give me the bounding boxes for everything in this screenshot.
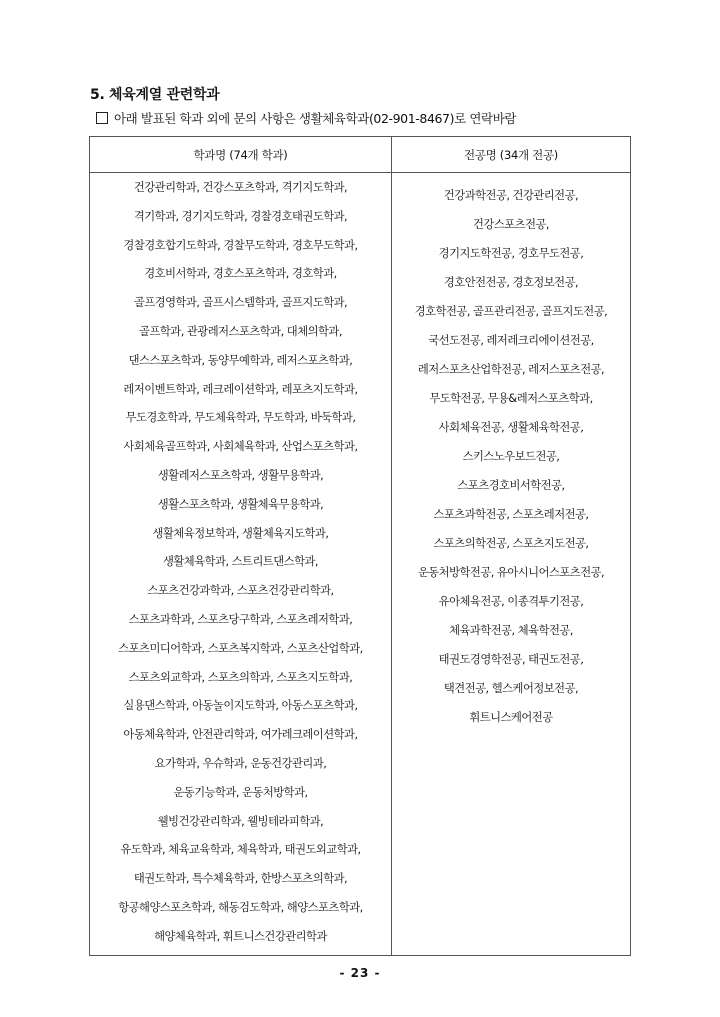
list-item: 생활체육정보학과, 생활체육지도학과, xyxy=(152,526,329,540)
list-item: 요가학과, 우슈학과, 운동건강관리과, xyxy=(154,756,327,770)
list-item: 스포츠의학전공, 스포츠지도전공, xyxy=(433,537,589,550)
list-item: 레저스포츠산업학전공, 레저스포츠전공, xyxy=(417,363,605,376)
list-item: 골프학과, 관광레저스포츠학과, 대체의학과, xyxy=(139,324,342,338)
notice-text: 아래 발표된 학과 외에 문의 사항은 생활체육학과(02-901-8467)로 연락바람 xyxy=(114,111,517,126)
table-body-row xyxy=(90,173,631,956)
list-item: 스포츠과학과, 스포츠당구학과, 스포츠레저학과, xyxy=(128,612,353,626)
department-list xyxy=(90,173,391,955)
list-item: 유아체육전공, 이종격투기전공, xyxy=(438,595,584,608)
list-item: 국선도전공, 레저레크리에이션전공, xyxy=(428,334,594,347)
list-item: 스포츠외교학과, 스포츠의학과, 스포츠지도학과, xyxy=(128,670,353,684)
list-item: 실용댄스학과, 아동놀이지도학과, 아동스포츠학과, xyxy=(123,699,358,713)
list-item: 경호학전공, 골프관리전공, 골프지도전공, xyxy=(414,305,608,318)
list-item: 스포츠미디어학과, 스포츠복지학과, 스포츠산업학과, xyxy=(118,641,363,655)
list-item: 생활스포츠학과, 생활체육무용학과, xyxy=(157,497,324,511)
list-item: 사회체육골프학과, 사회체육학과, 산업스포츠학과, xyxy=(123,440,358,454)
list-item: 생활레저스포츠학과, 생활무용학과, xyxy=(157,468,324,482)
list-item: 스포츠과학전공, 스포츠레저전공, xyxy=(433,508,589,521)
list-item: 경호비서학과, 경호스포츠학과, 경호학과, xyxy=(144,267,337,281)
table-header-row xyxy=(90,137,631,173)
list-item: 사회체육전공, 생활체육학전공, xyxy=(438,421,584,434)
list-item: 경호안전전공, 경호정보전공, xyxy=(443,276,579,289)
list-item: 휘트니스케어전공 xyxy=(469,711,553,724)
list-item: 아동체육학과, 안전관리학과, 여가레크레이션학과, xyxy=(123,728,358,742)
list-item: 운동기능학과, 운동처방학과, xyxy=(173,785,308,799)
list-item: 건강관리학과, 건강스포츠학과, 격기지도학과, xyxy=(133,181,348,194)
department-table xyxy=(89,136,631,956)
list-item: 건강과학전공, 건강관리전공, xyxy=(443,189,579,202)
list-item: 레저이벤트학과, 레크레이션학과, 레포츠지도학과, xyxy=(123,382,358,396)
list-item: 생활체육학과, 스트리트댄스학과, xyxy=(162,555,319,569)
list-item: 운동처방학전공, 유아시니어스포츠전공, xyxy=(417,566,605,579)
left-column-header: 학과명 (74개 학과) xyxy=(90,137,392,173)
checkbox-square-icon xyxy=(96,112,108,124)
list-item: 유도학과, 체육교육학과, 체육학과, 태권도외교학과, xyxy=(120,843,361,857)
list-item: 스키스노우보드전공, xyxy=(462,450,560,463)
list-item: 태권도학과, 특수체육학과, 한방스포츠의학과, xyxy=(133,872,348,886)
list-item: 웰빙건강관리학과, 웰빙테라피학과, xyxy=(157,814,324,828)
list-item: 경찰경호합기도학과, 경찰무도학과, 경호무도학과, xyxy=(123,238,358,252)
list-item: 스포츠경호비서학전공, xyxy=(457,479,565,492)
major-list-cell xyxy=(392,173,631,956)
list-item: 항공해양스포츠학과, 해동검도학과, 해양스포츠학과, xyxy=(118,900,363,914)
list-item: 택견전공, 헬스케어정보전공, xyxy=(443,682,579,695)
section-title: 5. 체육계열 관련학과 xyxy=(90,87,220,103)
department-list-cell xyxy=(90,173,392,956)
list-item: 태권도경영학전공, 태권도전공, xyxy=(438,653,584,666)
list-item: 골프경영학과, 골프시스템학과, 골프지도학과, xyxy=(133,296,348,310)
page-number: - 23 - xyxy=(339,966,381,980)
list-item: 격기학과, 경기지도학과, 경찰경호태권도학과, xyxy=(133,209,348,223)
right-column-header: 전공명 (34개 전공) xyxy=(392,137,631,173)
list-item: 해양체육학과, 휘트니스건강관리학과 xyxy=(154,929,327,943)
notice-line xyxy=(96,109,516,127)
list-item: 체육과학전공, 체육학전공, xyxy=(449,624,573,637)
list-item: 경기지도학전공, 경호무도전공, xyxy=(438,247,584,260)
list-item: 무도경호학과, 무도체육학과, 무도학과, 바둑학과, xyxy=(125,411,356,425)
list-item: 건강스포츠전공, xyxy=(473,218,549,231)
list-item: 스포츠건강과학과, 스포츠건강관리학과, xyxy=(147,584,334,598)
list-item: 무도학전공, 무용&레저스포츠학과, xyxy=(429,392,593,405)
list-item: 댄스스포츠학과, 동양무예학과, 레저스포츠학과, xyxy=(128,353,353,367)
major-list xyxy=(392,173,630,736)
